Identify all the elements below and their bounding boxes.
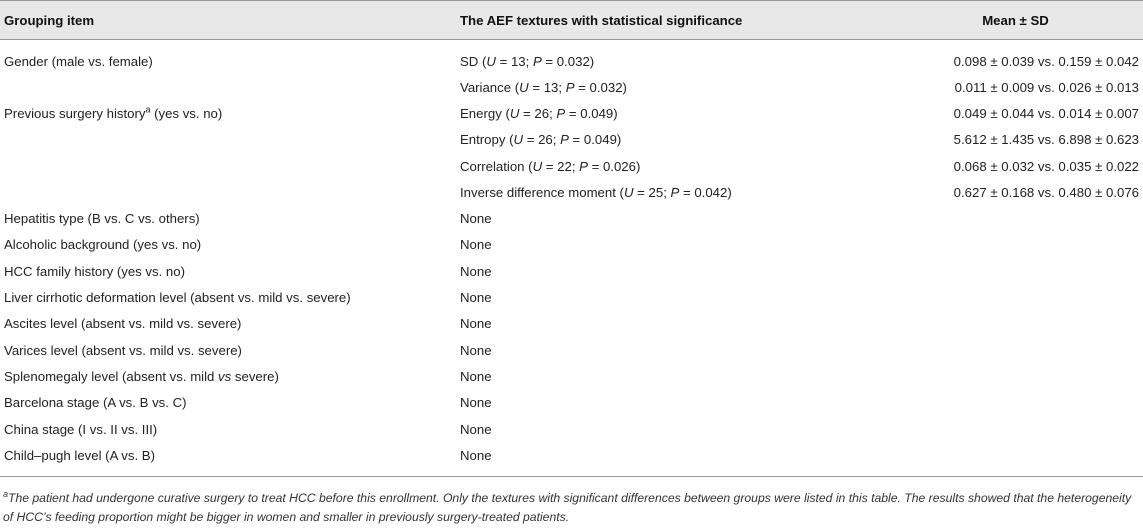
table-row: [0, 153, 1143, 179]
grouping-item-cell: [0, 40, 456, 75]
p-value: 0.032: [589, 79, 623, 95]
texture-cell: SD (U = 13; P = 0.032): [460, 53, 595, 69]
p-label: P: [532, 53, 542, 69]
grouping-item-text: Child–pugh level (A vs. B): [4, 447, 155, 463]
grouping-item-cell: [0, 416, 456, 442]
texture-cell: [456, 442, 884, 477]
texture-cell: Energy (U = 26; P = 0.049): [460, 105, 618, 121]
table-row: [0, 179, 1143, 205]
u-label: U: [486, 53, 496, 69]
p-label: P: [560, 132, 569, 148]
u-value: 13: [543, 79, 559, 95]
p-value: 0.026: [602, 158, 636, 174]
texture-cell: Entropy (U = 26; P = 0.049): [460, 132, 622, 148]
p-label: P: [556, 105, 566, 121]
p-value: 0.049: [580, 105, 614, 121]
grouping-item-text: Hepatitis type (B vs. C vs. others): [4, 211, 200, 227]
grouping-item-cell: [0, 311, 456, 337]
texture-cell: [456, 416, 884, 442]
texture-name: SD: [460, 53, 479, 69]
mean-sd-cell: 0.011 ± 0.009 vs. 0.026 ± 0.013: [954, 79, 1139, 95]
texture-cell: [456, 311, 884, 337]
mean-sd-cell: [884, 232, 1143, 258]
grouping-item-cell: [0, 442, 456, 477]
table-row: [0, 40, 1143, 75]
texture-none: None: [460, 447, 492, 463]
grouping-item-cell: [0, 284, 456, 310]
texture-none: None: [460, 368, 492, 384]
mean-sd-cell: [884, 390, 1143, 416]
table-row: [0, 100, 1143, 126]
texture-name: Entropy: [460, 132, 506, 148]
grouping-item-text: Ascites level (absent vs. mild vs. severe): [4, 316, 242, 332]
mean-sd-cell: 0.098 ± 0.039 vs. 0.159 ± 0.042: [953, 53, 1139, 69]
u-label: U: [623, 184, 634, 200]
mean-sd-cell: [884, 311, 1143, 337]
texture-name: Inverse difference moment: [460, 184, 616, 200]
texture-cell: [456, 337, 884, 363]
footnote-text: The patient had undergone curative surgery to treat HCC before this enrollment. Only the textures with significant differences between groups were listed in this table. The results showed that the heterogeneity of HCC’s feeding proportion might be bigger in women and smaller in previously surgery-treated patients.: [3, 491, 1132, 524]
grouping-item-text: China stage (I vs. II vs. III): [4, 421, 158, 437]
texture-none: None: [460, 263, 492, 279]
grouping-item-cell: [0, 232, 456, 258]
mean-sd-cell: [884, 442, 1143, 477]
texture-name: Energy: [460, 105, 502, 121]
p-label: P: [670, 184, 680, 200]
mean-sd-cell: [884, 363, 1143, 389]
texture-none: None: [460, 211, 492, 227]
grouping-item-text: Gender (male vs. female): [4, 53, 153, 69]
grouping-item-suffix: severe): [231, 368, 279, 384]
texture-cell: [456, 205, 884, 231]
table-row: [0, 205, 1143, 231]
header-aef-textures: The AEF textures with statistical significance: [456, 1, 884, 40]
u-value: 22: [557, 158, 572, 174]
p-label: P: [565, 79, 575, 95]
grouping-item-cell: [0, 205, 456, 231]
texture-cell: [456, 390, 884, 416]
u-label: U: [532, 158, 543, 174]
table-row: [0, 311, 1143, 337]
grouping-item-text: Barcelona stage (A vs. B vs. C): [4, 395, 187, 411]
grouping-item-italic: vs: [218, 368, 232, 384]
mean-sd-cell: [884, 416, 1143, 442]
table-row: [0, 74, 1143, 100]
footnote-marker: a: [3, 488, 9, 499]
texture-none: None: [460, 421, 492, 437]
grouping-item-text: Previous surgery history: [4, 105, 146, 121]
footnote-ref: a: [145, 104, 151, 115]
table-body: [0, 40, 1143, 477]
grouping-item-cell: [0, 153, 456, 179]
u-value: 25: [648, 184, 664, 200]
mean-sd-cell: [884, 337, 1143, 363]
mean-sd-cell: [884, 205, 1143, 231]
table-row: [0, 284, 1143, 310]
texture-cell: [456, 284, 884, 310]
header-mean-sd: Mean ± SD: [884, 1, 1143, 40]
u-value: 26: [538, 132, 553, 148]
grouping-item-text: HCC family history (yes vs. no): [4, 263, 185, 279]
mean-sd-cell: 0.627 ± 0.168 vs. 0.480 ± 0.076: [953, 184, 1139, 200]
table-row: [0, 442, 1143, 477]
grouping-item-cell: [0, 363, 456, 389]
grouping-item-cell: [0, 179, 456, 205]
texture-name: Correlation: [460, 158, 525, 174]
texture-cell: [456, 232, 884, 258]
texture-cell: Inverse difference moment (U = 25; P = 0.042): [460, 184, 732, 200]
table-row: [0, 363, 1143, 389]
grouping-item-text: Liver cirrhotic deformation level (absent vs. mild vs. severe): [4, 290, 351, 306]
grouping-item-cell: [0, 127, 456, 153]
table-header-row: [0, 1, 1143, 40]
grouping-item-text: Varices level (absent vs. mild vs. severe): [4, 342, 242, 358]
texture-cell: Variance (U = 13; P = 0.032): [460, 79, 627, 95]
grouping-item-cell: [0, 337, 456, 363]
grouping-item-suffix: (yes vs. no): [150, 105, 223, 121]
table-row: [0, 390, 1143, 416]
grouping-item-text: Splenomegaly level (absent vs. mild: [4, 368, 219, 384]
mean-sd-cell: [884, 258, 1143, 284]
grouping-item-cell: [0, 390, 456, 416]
texture-none: None: [460, 342, 492, 358]
u-label: U: [513, 132, 524, 148]
p-value: 0.042: [694, 184, 728, 200]
texture-none: None: [460, 290, 492, 306]
p-value: 0.032: [556, 53, 590, 69]
texture-none: None: [460, 237, 492, 253]
texture-cell: Correlation (U = 22; P = 0.026): [460, 158, 641, 174]
mean-sd-cell: 0.049 ± 0.044 vs. 0.014 ± 0.007: [953, 105, 1139, 121]
mean-sd-cell: [884, 284, 1143, 310]
table-row: [0, 258, 1143, 284]
grouping-item-cell: [0, 258, 456, 284]
u-value: 13: [510, 53, 526, 69]
p-value: 0.049: [583, 132, 617, 148]
mean-sd-cell: 0.068 ± 0.032 vs. 0.035 ± 0.022: [953, 158, 1139, 174]
table-row: [0, 232, 1143, 258]
grouping-item-cell: [0, 74, 456, 100]
texture-none: None: [460, 316, 492, 332]
texture-name: Variance: [460, 79, 512, 95]
table-footnote: [3, 489, 1141, 527]
texture-none: None: [460, 395, 492, 411]
u-value: 26: [534, 105, 550, 121]
u-label: U: [519, 79, 529, 95]
header-grouping-item: Grouping item: [0, 1, 456, 40]
table-row: [0, 127, 1143, 153]
table-row: [0, 416, 1143, 442]
texture-cell: [456, 258, 884, 284]
table-row: [0, 337, 1143, 363]
grouping-item-text: Alcoholic background (yes vs. no): [4, 237, 202, 253]
mean-sd-cell: 5.612 ± 1.435 vs. 6.898 ± 0.623: [953, 132, 1139, 148]
u-label: U: [509, 105, 520, 121]
grouping-item-cell: [0, 100, 456, 126]
p-label: P: [579, 158, 588, 174]
texture-cell: [456, 363, 884, 389]
